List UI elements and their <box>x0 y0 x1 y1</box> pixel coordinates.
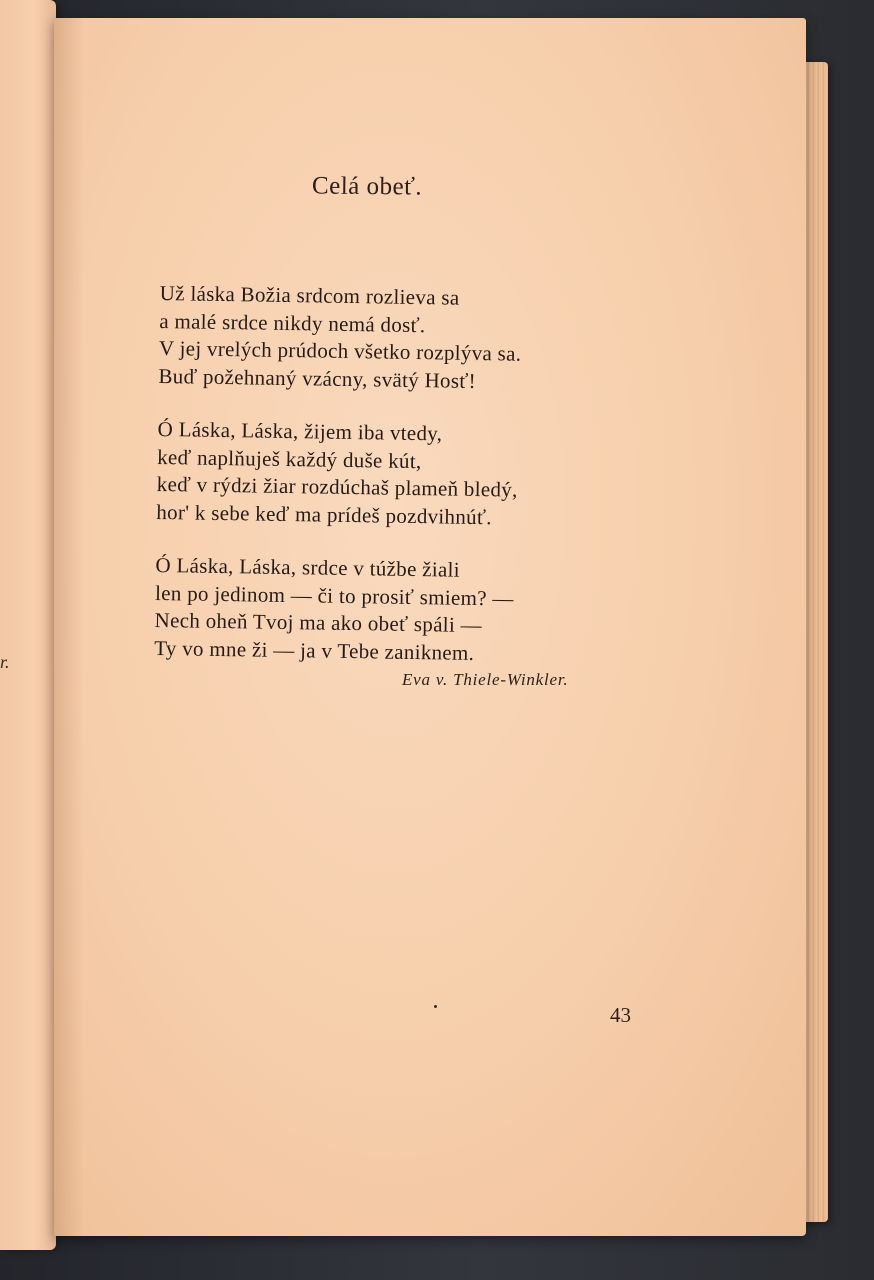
ink-speck <box>434 1005 437 1008</box>
previous-page-edge <box>0 0 56 1250</box>
stanza-2 <box>156 416 628 533</box>
previous-page-text-fragment: r. <box>0 652 10 672</box>
poem-line: Buď požehnaný vzácny, svätý Hosť! <box>158 363 477 393</box>
page-number: 43 <box>610 1003 631 1027</box>
poem-title: Celá obeť. <box>311 172 423 201</box>
poem-line: a malé srdce nikdy nemá dosť. <box>159 308 426 337</box>
poem-line: keď naplňuješ každý duše kút, <box>157 444 422 473</box>
poem-line: hor' k sebe keď ma prídeš pozdvihnúť. <box>156 499 492 529</box>
book-page <box>54 18 806 1236</box>
poem-line: Ó Láska, Láska, žijem iba vtedy, <box>157 416 443 446</box>
poem-line: Ty vo mne ži — ja v Tebe zaniknem. <box>154 635 475 665</box>
poem-line: V jej vrelých prúdoch všetko rozplýva sa. <box>158 335 522 366</box>
stanza-1 <box>158 280 630 397</box>
poem-line: Ó Láska, Láska, srdce v túžbe žiali <box>155 552 461 582</box>
gutter-shadow <box>54 18 84 1236</box>
poem-line: len po jedinom — či to prosiť smiem? — <box>154 580 514 611</box>
poem-line: keď v rýdzi žiar rozdúchaš plameň bledý, <box>156 471 518 502</box>
stanza-3 <box>154 552 626 669</box>
poem-body <box>154 280 630 695</box>
poem-line: Už láska Božia srdcom rozlieva sa <box>159 280 460 310</box>
poem-author: Eva v. Thiele-Winkler. <box>402 670 569 689</box>
poem-line: Nech oheň Tvoj ma ako obeť spáli — <box>154 607 483 638</box>
